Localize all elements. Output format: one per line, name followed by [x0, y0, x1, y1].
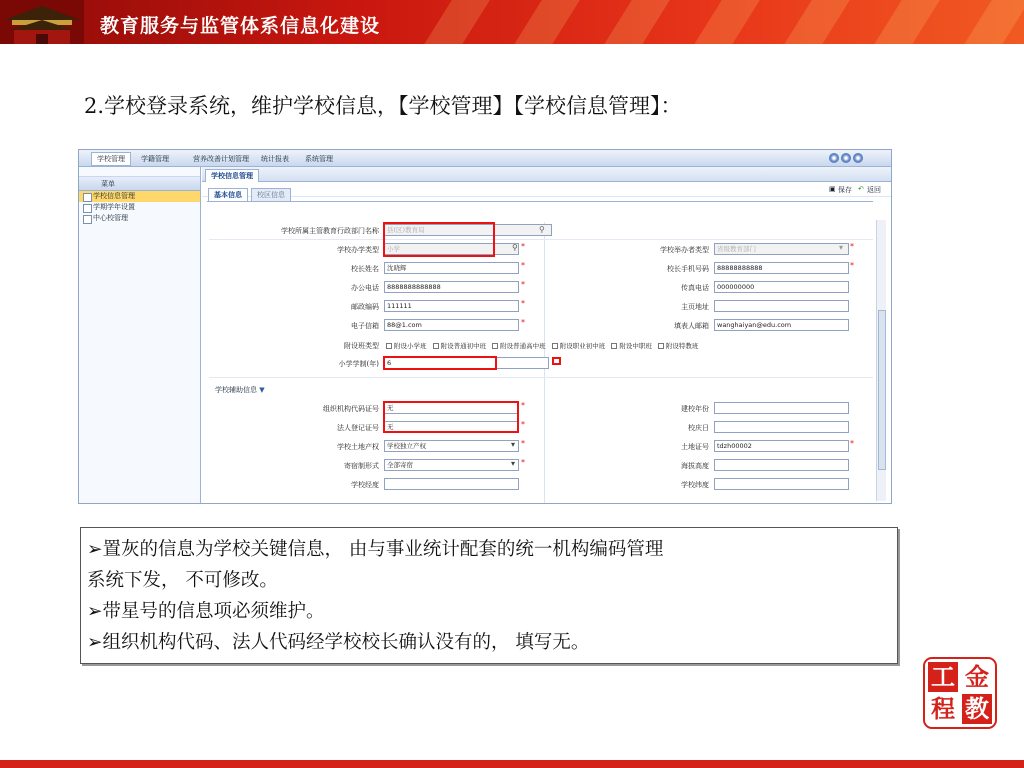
required-star: * [521, 458, 525, 467]
close-icon[interactable] [853, 153, 863, 163]
svg-text:金: 金 [965, 663, 989, 691]
footer-bar [0, 760, 1024, 768]
founded-year-field[interactable] [714, 402, 849, 414]
required-star: * [850, 439, 854, 448]
email-field[interactable]: 88@1.com [384, 319, 519, 331]
sidebar-item-term-setting[interactable]: 学期学年设置 [79, 202, 200, 213]
tab-school-info[interactable]: 学校信息管理 [205, 169, 259, 182]
app-screenshot [78, 149, 892, 504]
note-line: ➢组织机构代码、法人代码经学校校长确认没有的， 填写无。 [87, 632, 590, 653]
land-right-select[interactable]: 学校独立产权 [384, 440, 519, 452]
chevron-down-icon[interactable]: ▾ [511, 459, 516, 468]
checkbox[interactable] [658, 343, 664, 349]
row-label: 邮政编码 [351, 303, 379, 311]
office-phone-field[interactable]: 8888888888888 [384, 281, 519, 293]
row-label: 组织机构代码证号 [323, 405, 379, 413]
minimize-icon[interactable] [829, 153, 839, 163]
required-star: * [850, 242, 854, 251]
palace-gate-icon [0, 0, 84, 44]
anniversary-field[interactable] [714, 421, 849, 433]
tab-basic-info[interactable]: 基本信息 [208, 188, 248, 201]
years-required-marker [552, 357, 561, 365]
key-info-highlight [383, 222, 495, 257]
window-buttons [827, 153, 863, 165]
attach-options [382, 341, 698, 350]
sidebar-header[interactable]: 菜单 [79, 177, 200, 191]
save-button[interactable]: 保存 [838, 186, 852, 194]
row-label: 学校办学类型 [337, 246, 379, 254]
checkbox-label: 附设职业初中班 [559, 342, 606, 350]
required-star: * [521, 299, 525, 308]
land-cert-field[interactable]: tdzh00002 [714, 440, 849, 452]
primary-years-field[interactable]: 6 [384, 357, 549, 369]
dept-label: 学校所属主管教育行政部门名称 [281, 227, 379, 235]
row-label: 学校经度 [351, 481, 379, 489]
attach-label: 附设班类型 [344, 342, 379, 350]
school-type-field[interactable]: 小学 [384, 243, 519, 255]
row-label: 电子信箱 [351, 322, 379, 330]
required-star: * [521, 280, 525, 289]
svg-text:教: 教 [965, 695, 989, 723]
save-icon[interactable]: ▣ [829, 185, 836, 193]
checkbox[interactable] [492, 343, 498, 349]
row-label: 填表人邮箱 [674, 322, 709, 330]
nav-system-mgmt[interactable]: 系统管理 [305, 155, 333, 163]
sidebar-item-center-school[interactable]: 中心校管理 [79, 213, 200, 224]
note-line: ➢置灰的信息为学校关键信息， 由与事业统计配套的统一机构编码管理 [87, 539, 664, 560]
nav-student-mgmt[interactable]: 学籍管理 [141, 155, 169, 163]
row-label: 土地证号 [681, 443, 709, 451]
back-button[interactable]: 返回 [867, 186, 881, 194]
banner-title: 教育服务与监管体系信息化建设 [100, 15, 381, 37]
school-form [209, 222, 873, 504]
checkbox[interactable] [611, 343, 617, 349]
altitude-field[interactable] [714, 459, 849, 471]
vertical-scrollbar[interactable] [876, 220, 886, 501]
checkbox[interactable] [552, 343, 558, 349]
row-label: 学校举办者类型 [660, 246, 709, 254]
svg-text:程: 程 [931, 695, 955, 723]
chevron-down-icon[interactable]: ▼ [259, 386, 265, 394]
principal-name-field[interactable]: 沈晓辉 [384, 262, 519, 274]
required-star: * [521, 439, 525, 448]
longitude-field[interactable] [384, 478, 519, 490]
sidebar [79, 167, 201, 503]
note-line: 系统下发， 不可修改。 [87, 570, 278, 591]
maximize-icon[interactable] [841, 153, 851, 163]
checkbox-label: 附设普通高中班 [500, 342, 546, 350]
required-star: * [521, 420, 525, 429]
principal-phone-field[interactable]: 88888888888 [714, 262, 849, 274]
sidebar-collapse[interactable] [79, 167, 200, 177]
checkbox-label: 附设中职班 [619, 342, 652, 350]
legal-code-field[interactable]: 无 [384, 421, 519, 433]
years-label: 小学学制(年) [338, 360, 379, 368]
nav-school-mgmt[interactable]: 学校管理 [91, 152, 131, 166]
sub-tabs [207, 185, 873, 202]
nav-nutrition-plan[interactable]: 营养改善计划管理 [193, 155, 249, 163]
search-icon[interactable]: ⚲ [512, 243, 518, 252]
checkbox-label: 附设小学班 [394, 342, 427, 350]
row-label: 建校年份 [681, 405, 709, 413]
aux-group-title: 学校辅助信息 [215, 386, 257, 394]
chevron-down-icon[interactable]: ▾ [511, 440, 516, 449]
notes-box [80, 527, 898, 664]
homepage-field[interactable] [714, 300, 849, 312]
checkbox[interactable] [386, 343, 392, 349]
chevron-down-icon[interactable]: ▾ [839, 243, 844, 252]
row-label: 海拔高度 [681, 462, 709, 470]
latitude-field[interactable] [714, 478, 849, 490]
years-highlight [383, 356, 497, 370]
search-icon[interactable]: ⚲ [539, 225, 545, 234]
note-line: ➢带星号的信息项必须维护。 [87, 601, 325, 622]
sidebar-item-school-info[interactable]: 学校信息管理 [79, 191, 200, 202]
back-icon[interactable]: ↶ [858, 185, 864, 193]
row-label: 办公电话 [351, 284, 379, 292]
row-label: 传真电话 [681, 284, 709, 292]
required-star: * [850, 261, 854, 270]
checkbox-label: 附设特教班 [665, 342, 699, 350]
row-label: 校长姓名 [351, 265, 379, 273]
golden-education-seal-logo [922, 656, 998, 730]
required-star: * [521, 242, 525, 251]
fax-field[interactable]: 000000000 [714, 281, 849, 293]
row-label: 学校纬度 [681, 481, 709, 489]
row-label: 校长手机号码 [667, 265, 709, 273]
sponsor-type-field[interactable]: 省级教育部门 [714, 243, 849, 255]
org-code-field[interactable]: 无 [384, 402, 519, 414]
row-label: 主页地址 [681, 303, 709, 311]
row-label: 学校土地产权 [337, 443, 379, 451]
row-label: 法人登记证号 [337, 424, 379, 432]
required-star: * [521, 401, 525, 410]
top-nav [79, 150, 891, 167]
nav-stat-report[interactable]: 统计报表 [261, 155, 289, 163]
row-label: 寄宿制形式 [344, 462, 379, 470]
svg-text:工: 工 [931, 663, 955, 691]
row-label: 校庆日 [688, 424, 709, 432]
checkbox-label: 附设普通初中班 [440, 342, 487, 350]
tab-campus-info[interactable]: 校区信息 [251, 188, 291, 201]
aux-group-header[interactable] [215, 385, 265, 395]
boarding-select[interactable]: 全部寄宿 [384, 459, 519, 471]
filler-email-field[interactable]: wanghaiyan@edu.com [714, 319, 849, 331]
page-heading: 2.学校登录系统，维护学校信息，【学校管理】【学校信息管理】： [84, 94, 682, 118]
required-star: * [521, 318, 525, 327]
dept-field[interactable]: 县(区)教育局 [384, 224, 552, 236]
required-star: * [521, 261, 525, 270]
header-banner [0, 0, 1024, 44]
org-code-highlight [383, 401, 519, 433]
postcode-field[interactable]: 111111 [384, 300, 519, 312]
checkbox[interactable] [433, 343, 439, 349]
